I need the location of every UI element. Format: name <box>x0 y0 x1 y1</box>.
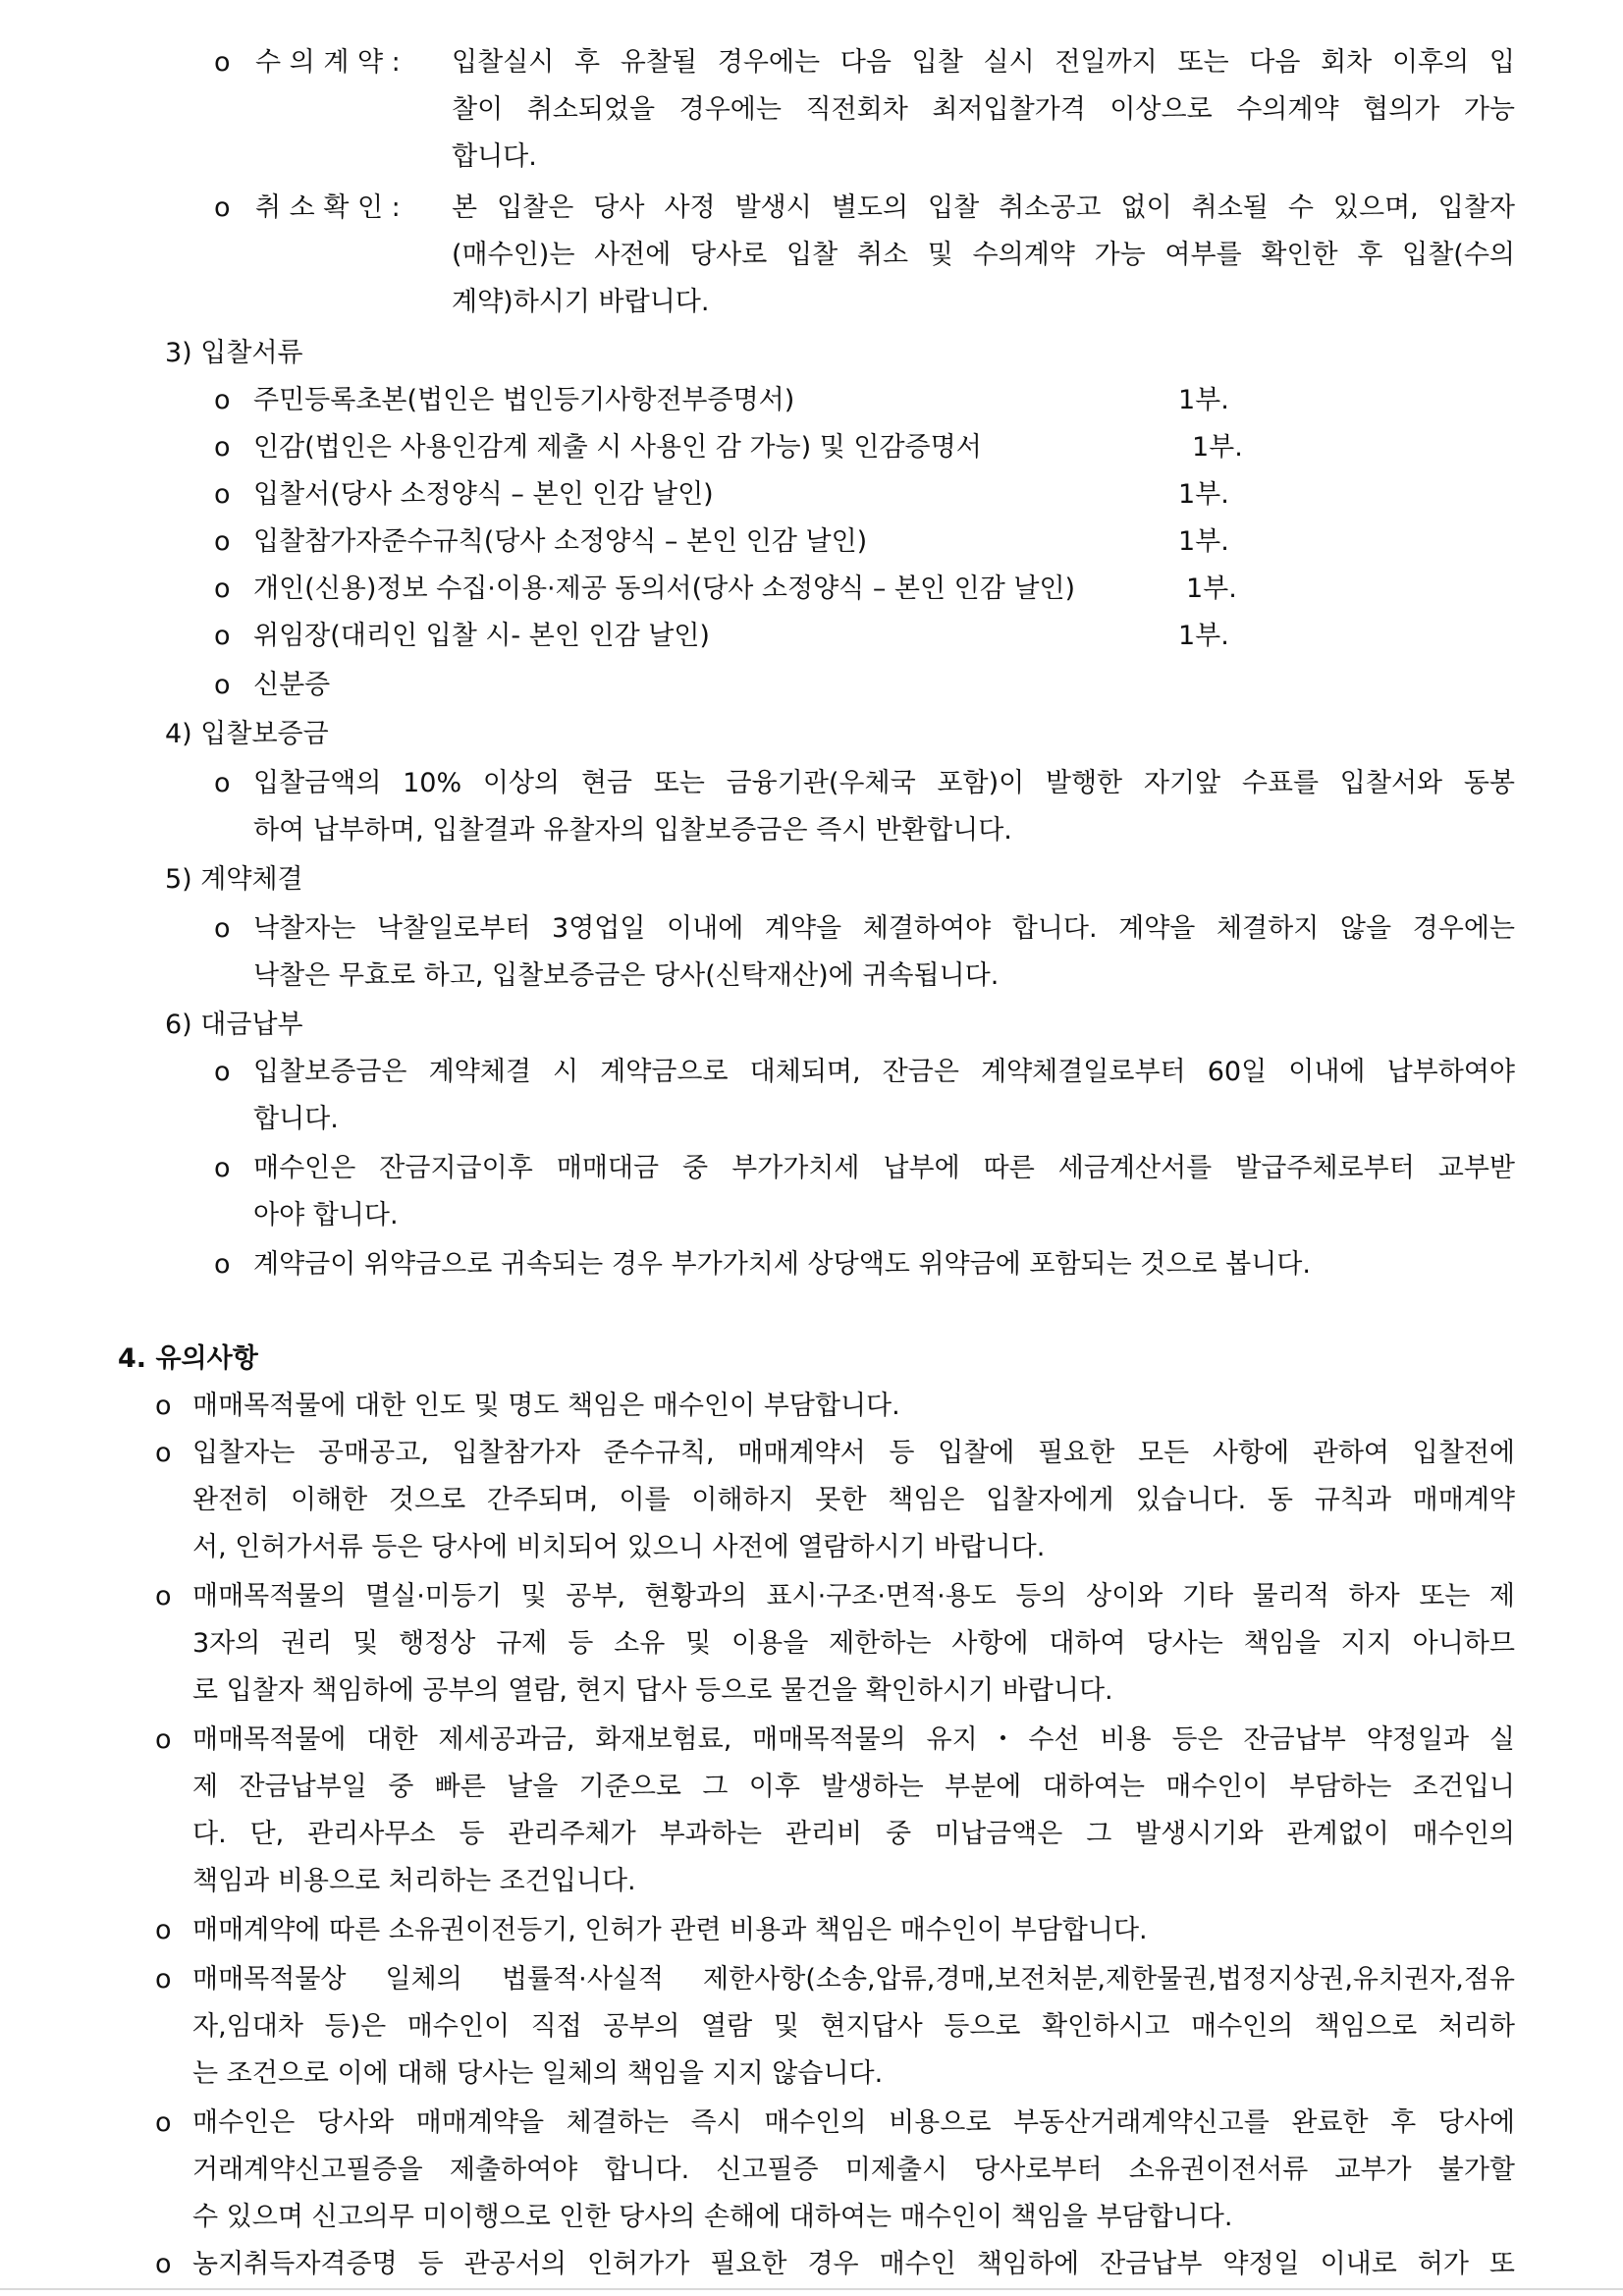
item-text-line: (매수인)는 사전에 당사로 입찰 취소 및 수의계약 가능 여부를 확인한 후 입찰(수의 <box>452 240 1515 270</box>
section-title: 3) 입찰서류 <box>165 338 303 368</box>
note-text-line: 입찰자는 공매공고, 입찰참가자 준수규칙, 매매계약서 등 입찰에 필요한 모든 사항에 관하여 입찰전에 <box>192 1438 1515 1468</box>
note-text-line: 매매목적물에 대한 제세공과금, 화재보험료, 매매목적물의 유지・수선 비용 등은 잔금납부 약정일과 실 <box>192 1724 1515 1755</box>
doc-count: 1부. <box>1178 385 1229 415</box>
note-text-line: 농지취득자격증명 등 관공서의 인허가가 필요한 경우 매수인 책임하에 잔금납부 약정일 이내로 허가 또 <box>192 2249 1515 2279</box>
bullet-icon: ο <box>155 1724 172 1755</box>
note-text-line: 는 조건으로 이에 대해 당사는 일체의 책임을 지지 않습니다. <box>192 2058 884 2089</box>
item-text-line: 합니다. <box>253 1104 339 1134</box>
note-text-line: 매수인은 당사와 매매계약을 체결하는 즉시 매수인의 비용으로 부동산거래계약신고를 완료한 후 당사에 <box>192 2107 1515 2138</box>
note-text-line: 수 있으며 신고의무 미이행으로 인한 당사의 손해에 대하여는 매수인이 책임을 부담합니다. <box>192 2202 1233 2232</box>
item-label: 취 소 확 인 : <box>255 192 401 223</box>
bullet-icon: ο <box>155 1438 172 1468</box>
item-text-line: 매수인은 잔금지급이후 매매대금 중 부가가치세 납부에 따른 세금계산서를 발급주체로부터 교부받 <box>253 1153 1515 1183</box>
item-text-line: 낙찰은 무효로 하고, 입찰보증금은 당사(신탁재산)에 귀속됩니다. <box>253 960 1000 991</box>
bullet-icon: ο <box>155 1581 172 1612</box>
doc-item: 신분증 <box>253 670 331 700</box>
note-text-line: 제 잔금납부일 중 빠른 날을 기준으로 그 이후 발생하는 부분에 대하여는 매수인이 부담하는 조건입니 <box>192 1772 1515 1802</box>
bullet-icon: ο <box>214 574 231 604</box>
note-text-line: 매매목적물의 멸실·미등기 및 공부, 현황과의 표시·구조·면적·용도 등의 상이와 기타 물리적 하자 또는 제 <box>192 1581 1515 1612</box>
bullet-icon: ο <box>214 47 231 78</box>
doc-item: 입찰참가자준수규칙(당사 소정양식 – 본인 인감 날인) <box>253 526 868 557</box>
section-title: 6) 대금납부 <box>165 1010 303 1040</box>
bullet-icon: ο <box>214 526 231 557</box>
bullet-icon: ο <box>155 2249 172 2279</box>
item-text-line: 낙찰자는 낙찰일로부터 3영업일 이내에 계약을 체결하여야 합니다. 계약을 체결하지 않을 경우에는 <box>253 913 1515 944</box>
note-text-line: 로 입찰자 책임하에 공부의 열람, 현지 답사 등으로 물건을 확인하시기 바랍니다. <box>192 1675 1113 1706</box>
note-text-line: 책임과 비용으로 처리하는 조건입니다. <box>192 1866 636 1896</box>
note-text-line: 다. 단, 관리사무소 등 관리주체가 부과하는 관리비 중 미납금액은 그 발생시기와 관계없이 매수인의 <box>192 1819 1515 1849</box>
item-text-line: 계약)하시기 바랍니다. <box>452 287 710 317</box>
item-text-line: 하여 납부하며, 입찰결과 유찰자의 입찰보증금은 즉시 반환합니다. <box>253 815 1012 846</box>
doc-count: 1부. <box>1178 526 1229 557</box>
bullet-icon: ο <box>214 1057 231 1087</box>
bullet-icon: ο <box>214 192 231 223</box>
note-text-line: 3자의 권리 및 행정상 규제 등 소유 및 이용을 제한하는 사항에 대하여 당사는 책임을 지지 아니하므 <box>192 1628 1515 1659</box>
note-text-line: 거래계약신고필증을 제출하여야 합니다. 신고필증 미제출시 당사로부터 소유권이전서류 교부가 불가할 <box>192 2155 1515 2185</box>
bullet-icon: ο <box>155 1964 172 1995</box>
page-bottom-divider <box>0 2288 1623 2290</box>
item-text-line: 계약금이 위약금으로 귀속되는 경우 부가가치세 상당액도 위약금에 포함되는 것으로 봅니다. <box>253 1249 1311 1280</box>
bullet-icon: ο <box>214 432 231 463</box>
doc-count: 1부. <box>1186 574 1237 604</box>
item-text-line: 입찰실시 후 유찰될 경우에는 다음 입찰 실시 전일까지 또는 다음 회차 이후의 입 <box>452 47 1515 78</box>
item-text-line: 입찰보증금은 계약체결 시 계약금으로 대체되며, 잔금은 계약체결일로부터 60일 이내에 납부하여야 <box>253 1057 1515 1087</box>
note-text-line: 완전히 이해한 것으로 간주되며, 이를 이해하지 못한 책임은 입찰자에게 있습니다. 동 규칙과 매매계약 <box>192 1485 1515 1515</box>
note-text-line: 자,임대차 등)은 매수인이 직접 공부의 열람 및 현지답사 등으로 확인하시고 매수인의 책임으로 처리하 <box>192 2011 1515 2042</box>
item-text-line: 아야 합니다. <box>253 1200 399 1230</box>
item-label: 수 의 계 약 : <box>255 47 401 78</box>
bullet-icon: ο <box>155 1391 172 1421</box>
item-text-line: 찰이 취소되었을 경우에는 직전회차 최저입찰가격 이상으로 수의계약 협의가 가능 <box>452 94 1515 125</box>
section-title: 5) 계약체결 <box>165 864 303 895</box>
doc-count: 1부. <box>1178 621 1229 651</box>
doc-item: 입찰서(당사 소정양식 – 본인 인감 날인) <box>253 479 714 510</box>
notes-heading: 4. 유의사항 <box>118 1343 258 1374</box>
bullet-icon: ο <box>155 1915 172 1945</box>
section-title: 4) 입찰보증금 <box>165 719 329 749</box>
note-text-line: 서, 인허가서류 등은 당사에 비치되어 있으니 사전에 열람하시기 바랍니다. <box>192 1532 1046 1562</box>
doc-item: 주민등록초본(법인은 법인등기사항전부증명서) <box>253 385 795 415</box>
doc-count: 1부. <box>1178 479 1229 510</box>
item-text-line: 합니다. <box>452 141 537 172</box>
note-text-line: 매매목적물에 대한 인도 및 명도 책임은 매수인이 부담합니다. <box>192 1391 900 1421</box>
bullet-icon: ο <box>214 768 231 798</box>
bullet-icon: ο <box>214 385 231 415</box>
bullet-icon: ο <box>214 621 231 651</box>
bullet-icon: ο <box>214 1153 231 1183</box>
doc-count: 1부. <box>1192 432 1243 463</box>
note-text-line: 매매목적물상 일체의 법률적·사실적 제한사항(소송,압류,경매,보전처분,제한물권,법정지상권,유치권자,점유 <box>192 1964 1515 1995</box>
doc-item: 인감(법인은 사용인감계 제출 시 사용인 감 가능) 및 인감증명서 <box>253 432 982 463</box>
doc-item: 위임장(대리인 입찰 시- 본인 인감 날인) <box>253 621 710 651</box>
bullet-icon: ο <box>214 1249 231 1280</box>
bullet-icon: ο <box>214 913 231 944</box>
bullet-icon: ο <box>155 2107 172 2138</box>
item-text-line: 본 입찰은 당사 사정 발생시 별도의 입찰 취소공고 없이 취소될 수 있으며, 입찰자 <box>452 192 1515 223</box>
note-text-line: 매매계약에 따른 소유권이전등기, 인허가 관련 비용과 책임은 매수인이 부담합니다. <box>192 1915 1148 1945</box>
bullet-icon: ο <box>214 670 231 700</box>
bullet-icon: ο <box>214 479 231 510</box>
doc-item: 개인(신용)정보 수집·이용·제공 동의서(당사 소정양식 – 본인 인감 날인) <box>253 574 1076 604</box>
item-text-line: 입찰금액의 10% 이상의 현금 또는 금융기관(우체국 포함)이 발행한 자기앞 수표를 입찰서와 동봉 <box>253 768 1515 798</box>
